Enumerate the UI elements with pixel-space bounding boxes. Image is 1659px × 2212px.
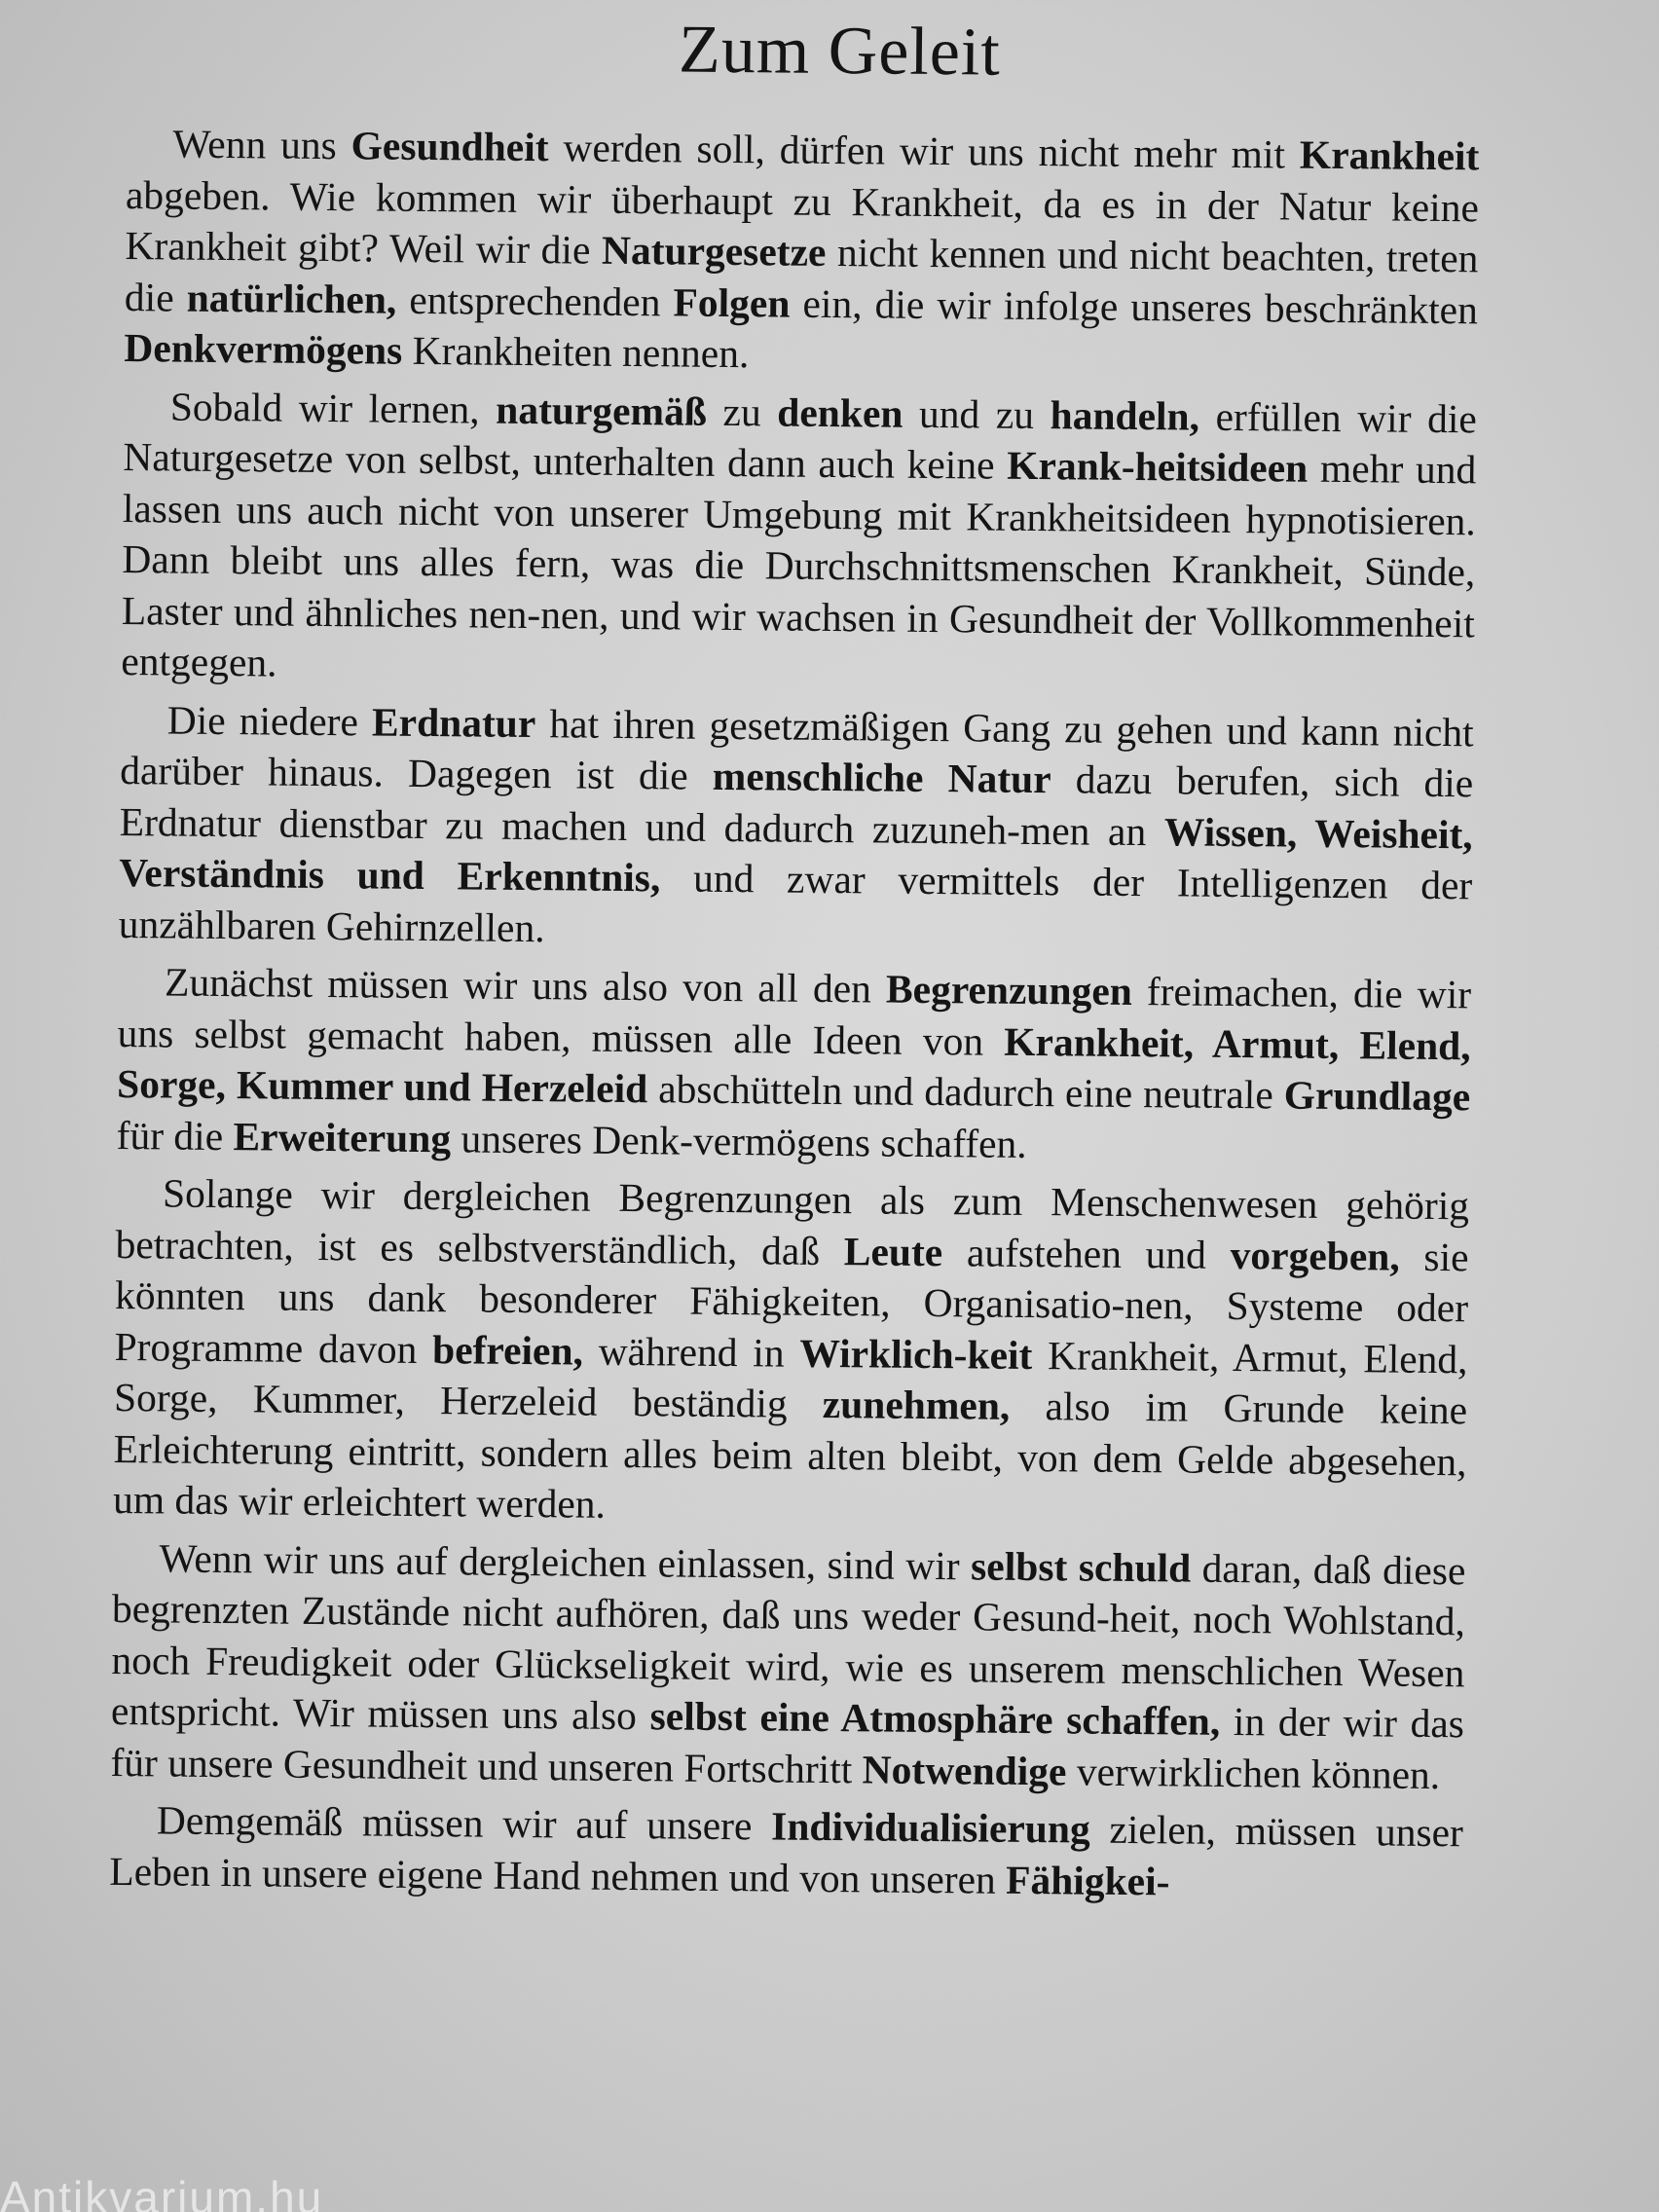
text-run: unseres Denk-vermögens schaffen. (450, 1115, 1027, 1166)
text-run: daran, daß diese begrenzten Zustände nicht aufhören, daß uns weder Gesund-heit, noch Wohlstand, noch Freudigkeit oder Glückseligkeit wird, wie es unserem menschlichen Wesen entspricht. Wir müssen uns also (110, 1545, 1466, 1739)
text-run: werden soll, dürfen wir uns nicht mehr mit (548, 125, 1301, 177)
bold-term: Folgen (673, 278, 791, 326)
text-run: zielen, müssen unser Leben in unsere eigene Hand nehmen und von unseren (109, 1806, 1464, 1902)
text-run: Die niedere (166, 696, 373, 744)
bold-term: Krankheit, Armut, Elend, Sorge, Kummer und Herzeleid (116, 1018, 1471, 1112)
text-run: Wenn uns (172, 121, 351, 168)
bold-term: selbst schuld (970, 1542, 1192, 1591)
bold-term: Wirklich-keit (799, 1330, 1033, 1378)
bold-term: Naturgesetze (601, 227, 827, 275)
text-run: verwirklichen können. (1066, 1748, 1441, 1797)
text-run: erfüllen wir die Naturgesetze von selbst, unterhalten dann auch keine (123, 393, 1478, 488)
text-run: hat ihren gesetzmäßigen Gang zu gehen und kann nicht darüber hinaus. Dagegen ist die (120, 700, 1474, 798)
text-run: sie könnten uns dank besonderer Fähigkeiten, Organisatio-nen, Systeme oder Programme davon (114, 1234, 1469, 1372)
text-run: und zu (903, 390, 1051, 437)
bold-term: befreien, (431, 1326, 584, 1374)
text-run: in der wir das für unsere Gesundheit und unseren Fortschritt (110, 1698, 1465, 1791)
body-text (109, 118, 1480, 1916)
text-run: nicht kennen und nicht beachten, treten die (124, 229, 1479, 320)
text-run: Zunächst müssen wir uns also von all den (164, 959, 887, 1012)
paragraph (116, 956, 1471, 1173)
text-run: während in (582, 1328, 800, 1376)
bold-term: Wissen, Weisheit, Verständnis und Erkenntnis, (119, 808, 1473, 901)
text-run: Wenn wir uns auf dergleichen einlassen, sind wir (159, 1534, 972, 1588)
bold-term: Leute (843, 1228, 943, 1274)
bold-term: Erdnatur (371, 698, 536, 746)
text-run: Solange wir dergleichen Begrenzungen als zum Menschenwesen gehörig betrachten, ist es selbstverständlich, daß (115, 1170, 1470, 1273)
text-run: entsprechenden (396, 276, 674, 324)
text-run: mehr und lassen uns auch nicht von unserer Umgebung mit Krankheitsideen hypnotisieren. Dann bleibt uns alles fern, was die Durchschnittsmenschen Krankheit, Sünde, Laster und ähnliches nen-nen, und wir wachsen in Gesundheit der Vollkommenheit entgegen. (121, 445, 1477, 685)
text-run: Sobald wir lernen, (169, 383, 497, 432)
bold-term: naturgemäß (496, 387, 708, 434)
bold-term: Krankheit (1299, 131, 1480, 179)
bold-term: selbst eine Atmosphäre schaffen, (649, 1693, 1221, 1744)
paragraph (113, 1167, 1469, 1538)
paragraph (124, 118, 1479, 387)
watermark: Antikvarium.hu (0, 2172, 324, 2212)
text-run: abschütteln und dadurch eine neutrale (647, 1066, 1284, 1118)
paragraph (119, 693, 1474, 962)
text-run: aufstehen und (942, 1229, 1231, 1277)
bold-term: handeln, (1050, 391, 1200, 439)
bold-term: vorgeben, (1230, 1232, 1400, 1279)
text-run: also im Grunde keine Erleichterung eintritt, sondern alles beim alten bleibt, von dem Gelde abgesehen, um das wir erleichtert werden. (112, 1382, 1468, 1527)
text-run: Krankheit, Armut, Elend, Sorge, Kummer, Herzeleid beständig (113, 1332, 1468, 1426)
bold-term: denken (777, 388, 903, 436)
paragraph (121, 381, 1477, 700)
bold-term: Gesundheit (350, 123, 549, 170)
bold-term: Krank-heitsideen (1007, 442, 1309, 491)
bold-term: Begrenzungen (885, 966, 1133, 1014)
text-run: freimachen, die wir uns selbst gemacht haben, müssen alle Ideen von (117, 968, 1472, 1064)
paragraph (109, 1794, 1463, 1909)
bold-term: Notwendige (862, 1746, 1067, 1793)
text-run: ein, die wir infolge unseres beschränkten (790, 280, 1479, 332)
text-run: dazu berufen, sich die Erdnatur dienstbar zu machen und dadurch zuzuneh-men an (119, 756, 1474, 854)
text-run: und zwar vermittels der Intelligenzen der unzählbaren Gehirnzellen. (118, 855, 1473, 950)
paragraph (110, 1531, 1465, 1800)
bold-term: zunehmen, (822, 1381, 1011, 1428)
text-run: Demgemäß müssen wir auf unsere (156, 1797, 772, 1849)
bold-term: natürlichen, (186, 275, 397, 322)
bold-term: Grundlage (1283, 1072, 1471, 1120)
page-title: Zum Geleit (678, 12, 1002, 91)
text-run: zu (706, 388, 778, 434)
text-run: Krankheiten nennen. (402, 327, 750, 377)
text-run: abgeben. Wie kommen wir überhaupt zu Krankheit, da es in der Natur keine Krankheit gibt? Weil wir die (125, 171, 1480, 273)
bold-term: Fähigkei- (1005, 1857, 1170, 1903)
bold-term: Erweiterung (233, 1113, 452, 1161)
bold-term: menschliche Natur (712, 753, 1051, 802)
bold-term: Denkvermögens (124, 325, 403, 373)
bold-term: Individualisierung (770, 1803, 1090, 1852)
text-run: für die (116, 1112, 234, 1159)
